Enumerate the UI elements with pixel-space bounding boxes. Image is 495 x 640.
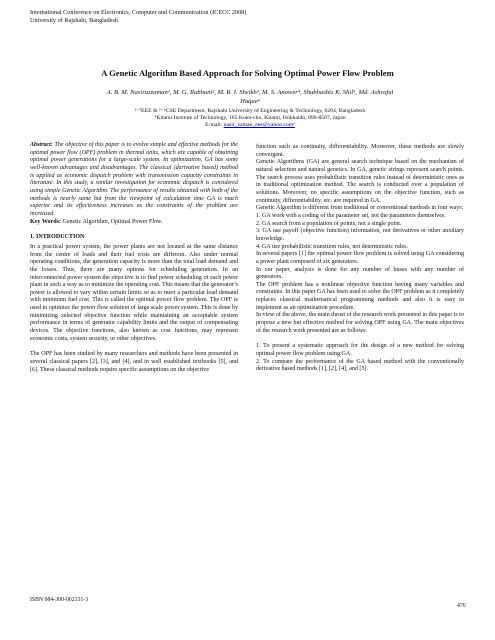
- page-number: 476: [457, 603, 466, 609]
- email-label: E-mail:: [205, 122, 224, 129]
- university-name: University of Rajshahi, Bangladesh: [30, 17, 118, 24]
- email-line: [60, 122, 440, 129]
- email-link[interactable]: nasir_zaman_eee@yahoo.com¹: [223, 122, 295, 129]
- right-column: [256, 144, 464, 374]
- conference-header: [30, 9, 246, 25]
- keywords: [30, 219, 238, 227]
- keywords-text: Genetic Algorithm, Optimal Power Flow.: [62, 218, 163, 225]
- right-paragraph-2: Genetic Algorithms (GA) are general search technique based on the mechanism of natural selection and natural genetics. In GA, genetic strings represent search points. The search process uses probabilistic transition rules instead of deterministic ones as in traditional optimization method. The search is conducted over a population of solutions. Moreover, no specific assumptions on the objective function, such as continuity, differentiability, etc. are required in GA.: [256, 159, 464, 204]
- right-paragraph-6: The OPF problem has a nonlinear objective function having many variables and constraints. In this paper GA has been used to solve the OPF problem as it completely replaces classical mathematical programming methods and also it is easy to implement as an optimization procedure.: [256, 281, 464, 311]
- affiliations: [60, 108, 440, 130]
- isbn-footer: ISBN 984-300-002131-3: [30, 597, 89, 603]
- author-line-1: A. B. M. Nasiruzzaman¹, M. G. Rabbani², M. R. I. Sheikh³, M. S. Anower⁴, Shubhashis K. Shil⁵, Md. Ashraful: [106, 89, 394, 96]
- abstract: [30, 142, 238, 219]
- right-paragraph-7: In view of the above, the main thrust of the research work presented in this paper is to propose a new but effective method for solving OPF using GA. The main objectives of the research work presented are as follows:: [256, 312, 464, 334]
- objective-item: 1. To present a systematic approach for the design of a new method for solving optimal power flow problem using GA.: [256, 343, 464, 358]
- abstract-label: Abstract:: [30, 142, 53, 148]
- right-paragraph-1: function such as continuity, differentiability. Moreover, these methods are slowly convergent.: [256, 144, 464, 158]
- affiliation-line-2: ⁴Kitami Institute of Technology, 165 Koen-cho, Kitami, Hokkaido, 090-8507, Japan: [154, 115, 346, 122]
- intro-paragraph-1: In a practical power system, the power plants are not located at the same distance from the centre of loads and their fuel costs are different. Also under normal operating conditions, the generation capacity is more than the total load demand and the losses. Thus, there are many options for scheduling generation. In an interconnected power system the objective is to find power scheduling of each power plant in such a way as to minimize the operating cost. This means that the generator’s power is allowed to vary within certain limits so as to meet a particular load demand with minimum fuel cost. This is called the optimal power flow problem. The OPF is used to optimize the power flow solution of large scale power system. This is done by minimizing selected objective function while maintaining an acceptable system performance in terms of generator capability limits and the output of compensating devices. The objective functions, also known as cost functions, may represent economic costs, system security, or other objectives.: [30, 243, 238, 342]
- right-paragraph-3: Genetic Algorithm is different from traditional or conventional methods in four ways:: [256, 205, 464, 212]
- right-paragraph-4: In several papers [1] the optimal power flow problem is solved using GA considering a power plant composed of six generators.: [256, 251, 464, 265]
- abstract-text: The objective of this paper is to evolve simple and effective methods for the optimal power flow (OPF) problem in thermal units, which are capable of obtaining optimal power generations for a large-scale system. In optimization, GA has some well-known advantages and disadvantages. The classical (derivative based) method is applied as economic dispatch problem with transmission capacity constraints in literature. In this study, a similar investigation for economic dispatch is considered using simple Genetic Algorithm. The performance of results obtained with both of the methods is nearly same but from the viewpoint of calculation time GA is much superior and its effectiveness increases as the constraints of the problem are increased.: [30, 142, 238, 217]
- conference-name: International Conference on Electronics, Computer and Communication (ICECC 2008): [30, 9, 247, 16]
- section-heading-introduction: 1. INTRODUCTION: [30, 234, 85, 241]
- list-item: 3. GA use payoff (objective function) information, not derivatives or other auxiliary knowledge.: [256, 228, 464, 242]
- left-column: [30, 142, 238, 374]
- author-list: [60, 88, 440, 106]
- list-item: 1. GA work with a coding of the parameter set, not the parameters themselves.: [256, 212, 446, 219]
- author-line-2: Haque⁶: [240, 98, 260, 105]
- list-item: 4. GA use probabilistic transition rules, not deterministic rules.: [256, 243, 408, 250]
- objective-item: 2. To compare the performance of the GA based method with the conventionally derivative based methods [1], [2], [4], and [5].: [256, 358, 464, 373]
- list-item: 2. GA search from a population of points, not a single point.: [256, 220, 402, 227]
- right-paragraph-5: In our paper, analysis is done for any number of buses with any number of generators.: [256, 266, 464, 281]
- paper-title: A Genetic Algorithm Based Approach for Solving Optimal Power Flow Problem: [101, 68, 394, 78]
- intro-paragraph-2: The OPF has been studied by many researchers and methods have been presented in several classical papers [2], [3], and [4], and in well established textbooks [5], and [6]. These classical methods require specific assumptions on the objective: [30, 351, 238, 373]
- keywords-label: Key Words:: [30, 218, 61, 225]
- affiliation-line-1: ¹⁻³EEE & ⁵⁻⁶CSE Department, Rajshahi University of Engineering & Technology, 6204, Bangladesh: [134, 108, 366, 114]
